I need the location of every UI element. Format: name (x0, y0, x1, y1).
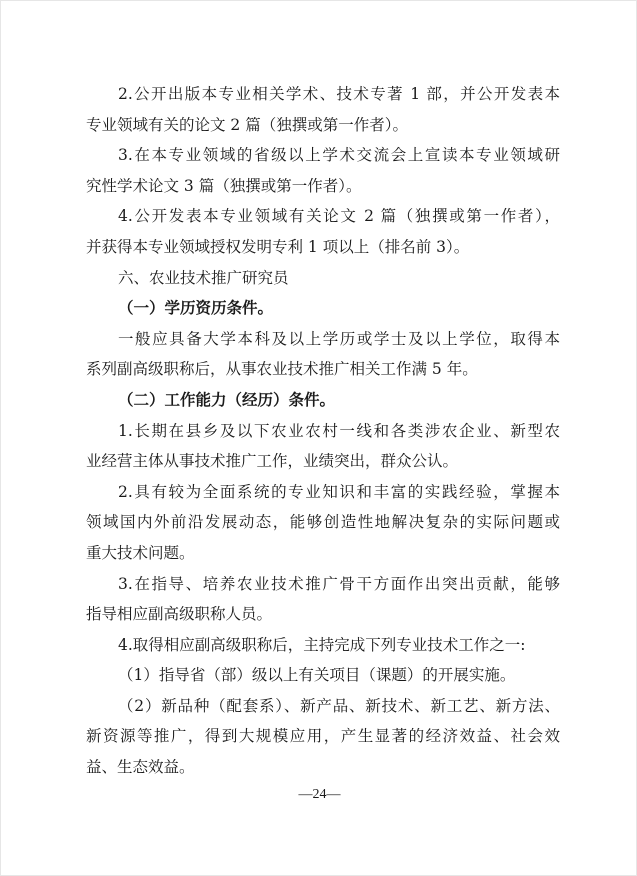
paragraph-line: 2.具有较为全面系统的专业知识和丰富的实践经验，掌握本 (118, 482, 560, 501)
paragraph-line: 指导相应副高级职称人员。 (86, 605, 273, 624)
paragraph-line: 并获得本专业领域授权发明专利 1 项以上（排名前 3）。 (86, 237, 470, 256)
paragraph-line: 领域国内外前沿发展动态，能够创造性地解决复杂的实际问题或 (86, 513, 560, 532)
paragraph-line: 3.在指导、培养农业技术推广骨干方面作出突出贡献，能够 (118, 574, 560, 593)
paragraph-line: 2.公开出版本专业相关学术、技术专著 1 部，并公开发表本 (118, 85, 560, 103)
paragraph-line: 新资源等推广，得到大规模应用，产生显著的经济效益、社会效 (86, 727, 560, 746)
document-body (86, 79, 560, 783)
page-number: —24— (298, 787, 341, 802)
paragraph-line: 重大技术问题。 (86, 543, 195, 562)
list-item: （2）新品种（配套系）、新产品、新技术、新工艺、新方法、 (118, 696, 560, 715)
list-item: （1）指导省（部）级以上有关项目（课题）的开展实施。 (118, 666, 516, 685)
paragraph-line: 益、生态效益。 (86, 758, 195, 777)
paragraph-line: 系列副高级职称后，从事农业技术推广相关工作满 5 年。 (86, 360, 478, 379)
paragraph-line: 3.在本专业领域的省级以上学术交流会上宣读本专业领域研 (118, 146, 560, 165)
paragraph-line: 业经营主体从事技术推广工作，业绩突出，群众公认。 (86, 452, 459, 471)
paragraph-line: 4.取得相应副高级职称后，主持完成下列专业技术工作之一: (118, 635, 526, 654)
section-heading: 六、农业技术推广研究员 (118, 268, 289, 287)
paragraph-line: 1.长期在县乡及以下农业农村一线和各类涉农企业、新型农 (118, 421, 560, 440)
paragraph-line: 一般应具备大学本科及以上学历或学士及以上学位，取得本 (118, 329, 560, 348)
paragraph-line: 究性学术论文 3 篇（独撰或第一作者）。 (86, 176, 362, 195)
subsection-heading: （二）工作能力（经历）条件。 (118, 389, 336, 409)
paragraph-line: 4.公开发表本专业领域有关论文 2 篇（独撰或第一作者）， (118, 207, 560, 226)
subsection-heading: （一）学历资历条件。 (118, 298, 274, 318)
paragraph-line: 专业领域有关的论文 2 篇（独撰或第一作者）。 (86, 115, 408, 134)
